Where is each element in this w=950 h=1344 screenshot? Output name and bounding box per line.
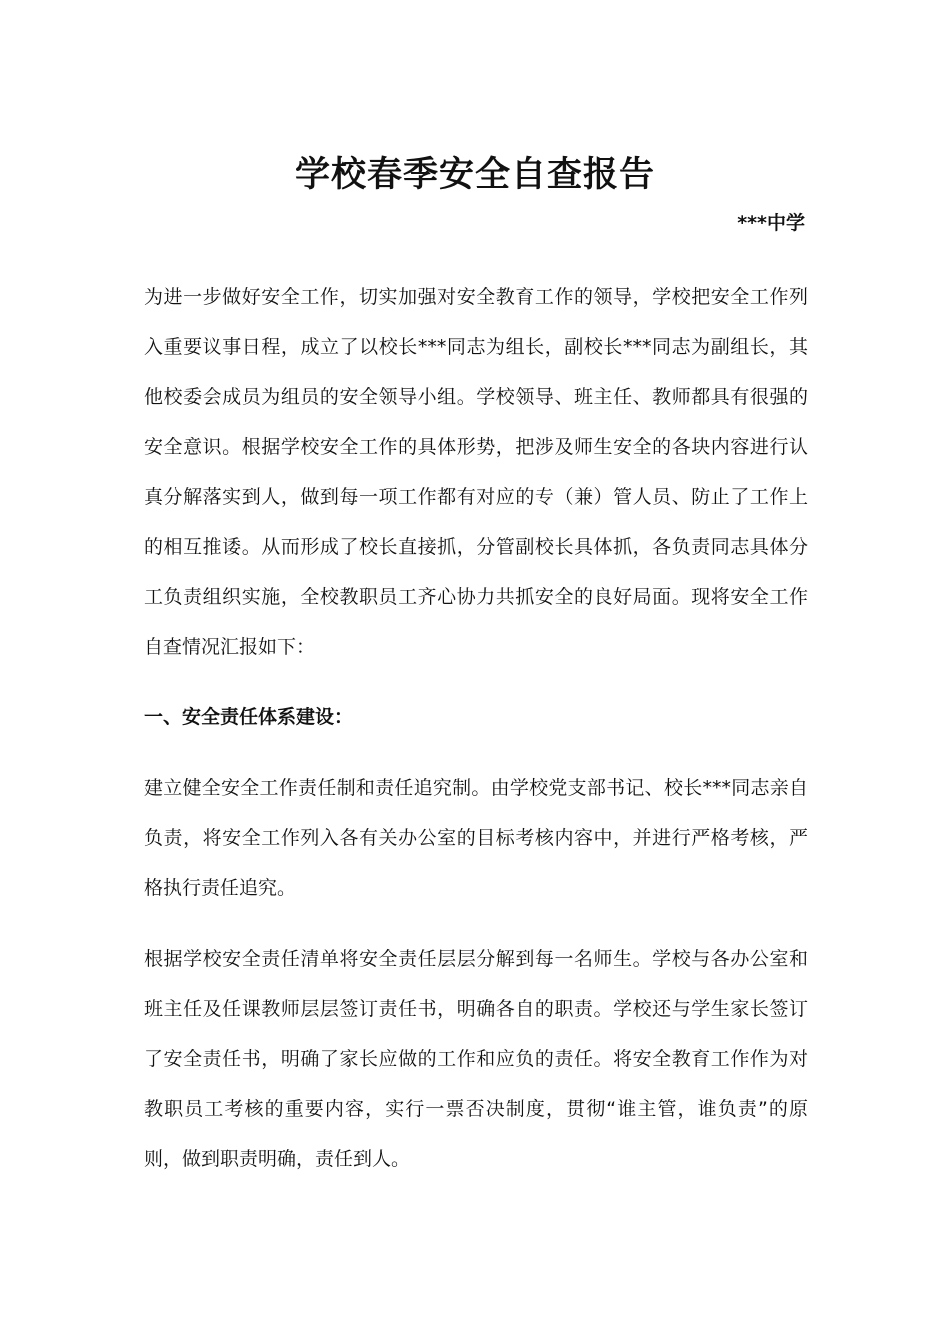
section-paragraph-1: 建立健全安全工作责任制和责任追究制。由学校党支部书记、校长***同志亲自负责，将安全工作列入各有关办公室的目标考核内容中，并进行严格考核，严格执行责任追究。 — [144, 777, 808, 899]
intro-paragraph: 为进一步做好安全工作，切实加强对安全教育工作的领导，学校把安全工作列入重要议事日程，成立了以校长***同志为组长，副校长***同志为副组长，其他校委会成员为组员的安全领导小组。学校领导、班主任、教师都具有很强的安全意识。根据学校安全工作的具体形势，把涉及师生安全的各块内容进行认真分解落实到人，做到每一项工作都有对应的专（兼）管人员、防止了工作上的相互推诿。从而形成了校长直接抓，分管副校长具体抓，各负责同志具体分工负责组织实施，全校教职员工齐心协力共抓安全的良好局面。现将安全工作自查情况汇报如下： — [144, 286, 808, 658]
section-heading: 一、安全责任体系建设： — [144, 706, 354, 728]
author-school: ***中学 — [737, 212, 805, 234]
document-title: 学校春季安全自查报告 — [294, 155, 655, 196]
section-paragraph-2: 根据学校安全责任清单将安全责任层层分解到每一名师生。学校与各办公室和班主任及任课教师层层签订责任书，明确各自的职责。学校还与学生家长签订了安全责任书，明确了家长应做的工作和应负的责任。将安全教育工作作为对教职员工考核的重要内容，实行一票否决制度，贯彻“谁主管，谁负责”的原则，做到职责明确，责任到人。 — [144, 948, 808, 1170]
